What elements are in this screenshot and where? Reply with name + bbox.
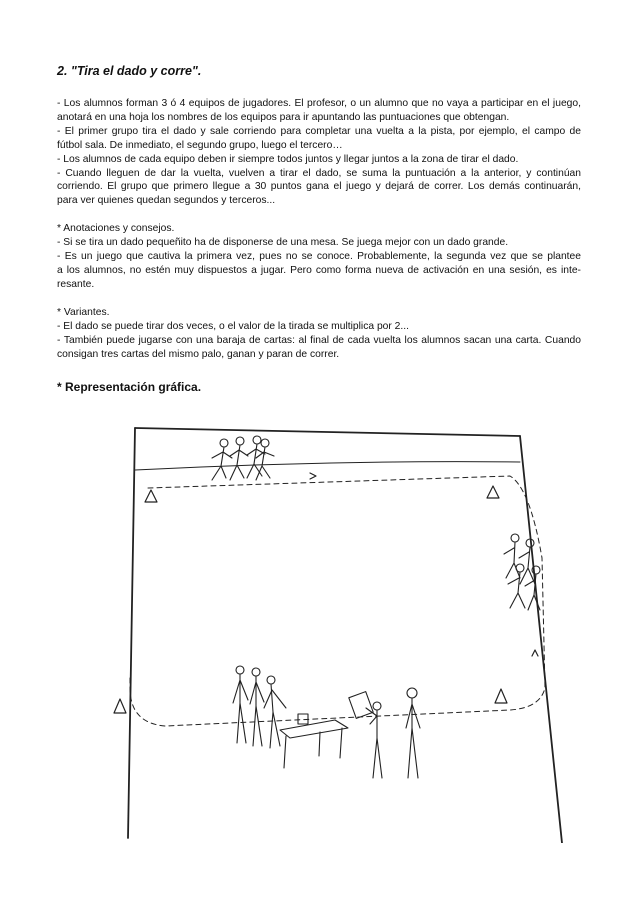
notepad-icon [349,692,373,719]
text-line: - El dado se puede tirar dos veces, o el valor de la tirada se multiplica por 2... [57,320,409,332]
cone-icon [145,490,157,502]
paragraph-rules [57,97,581,208]
court-illustration [90,418,572,843]
court-wall-back [135,428,520,436]
running-track [130,476,545,726]
text-line: - También puede jugarse con una baraja de cartas: al final de cada vuelta los alumnos sacan una carta. Cuando [57,334,581,346]
figure-heading: * Representación gráfica. [57,380,202,394]
cone-icon [114,699,126,713]
runners-group-bottom [233,666,286,748]
track-arrow-icon [310,473,316,479]
text-line: consigan tres cartas del mismo palo, ganan y paran de correr. [57,348,340,360]
paragraph-variants [57,306,581,362]
text-line: - Los alumnos de cada equipo deben ir siempre todos juntos y llegar juntos a la zona de tirar el dado. [57,153,519,165]
text-line: * Variantes. [57,306,110,318]
track-arrow-icon [532,650,538,656]
text-line: fútbol sala. De inmediato, el segundo grupo, luego el tercero… [57,139,343,151]
text-line: resante. [57,278,95,290]
paragraph-notes [57,222,581,292]
teacher-figure [349,688,420,778]
text-line: - El primer grupo tira el dado y sale corriendo para completar una vuelta a la pista, por ejemplo, el campo de [57,125,581,137]
text-line: * Anotaciones y consejos. [57,223,175,235]
table-icon [280,714,348,768]
text-line: anotará en una hoja los nombres de los equipos para ir apuntando las puntuaciones que obtengan. [57,111,510,123]
body-text [57,97,581,361]
text-line: corriendo. El grupo que primero llegue a 30 puntos gana el juego y dejará de correr. Los demás continuarán, [57,181,581,193]
section-title: 2. "Tira el dado y corre". [57,64,202,78]
court-wall-right [520,436,562,843]
text-line: para ver quienes quedan segundos y terceros... [57,195,276,207]
text-line: - Si se tira un dado pequeñito ha de disponerse de una mesa. Se juega mejor con un dado grande. [57,237,509,249]
cone-icon [495,689,507,703]
cone-icon [487,486,499,498]
text-line: a los alumnos, no estén muy dispuestos a jugar. Pero como forma nueva de activación en una sesión, es inte- [57,264,581,276]
runners-group-top [212,436,274,480]
court-wall-left [128,428,135,838]
text-line: - Cuando lleguen de dar la vuelta, vuelven a tirar el dado, se suma la puntuación a la anterior, y continúan [57,167,581,179]
court-baseline [135,462,520,470]
text-line: - Es un juego que cautiva la primera vez, pues no se conoce. Probablemente, la segunda vez que se plantee [57,251,581,263]
text-line: - Los alumnos forman 3 ó 4 equipos de jugadores. El profesor, o un alumno que no vaya a participar en el juego, [57,98,581,109]
